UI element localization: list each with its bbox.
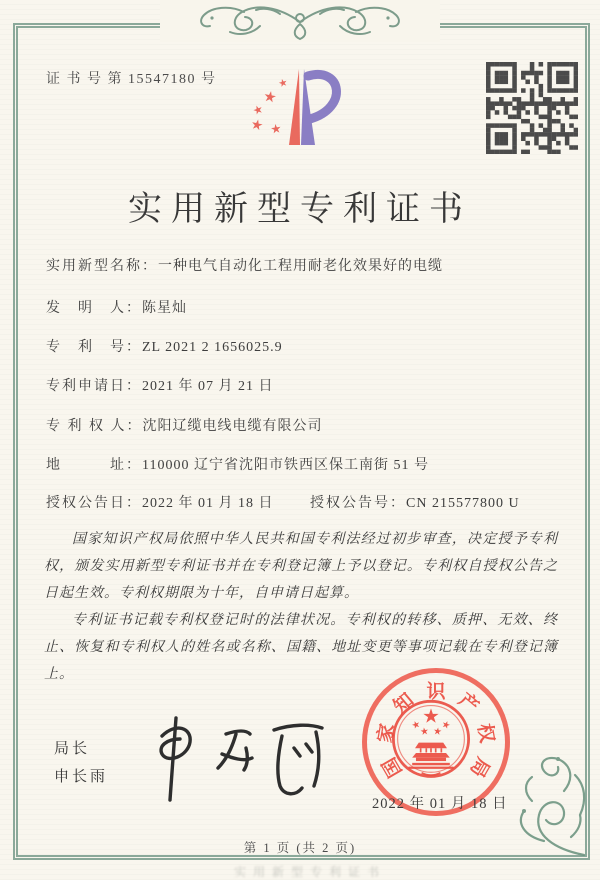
field-patentee bbox=[46, 415, 323, 435]
field-label: 专利申请日： bbox=[46, 379, 142, 394]
seal-char: 识 bbox=[426, 681, 446, 703]
field-patent-number bbox=[46, 336, 283, 356]
field-filing-date bbox=[46, 375, 274, 395]
field-value: 陈星灿 bbox=[142, 301, 187, 316]
dragon-scroll-left bbox=[201, 7, 300, 34]
field-value: 沈阳辽缆电线电缆有限公司 bbox=[142, 419, 323, 434]
field-label: 地 址： bbox=[46, 458, 142, 473]
field-label: 实用新型名称： bbox=[46, 259, 158, 274]
logo-stars bbox=[251, 78, 288, 134]
logo-p-bowl bbox=[308, 74, 336, 119]
page-footer: 第 1 页 (共 2 页) bbox=[243, 841, 357, 855]
dragon-scroll-right bbox=[300, 7, 399, 34]
body-paragraph-2: 专利证书记载专利权登记时的法律状况。专利权的转移、质押、无效、终止、恢复和专利权人的姓名或名称、国籍、地址变更等事项记载在专利登记簿上。 bbox=[44, 613, 558, 682]
field-value: 2021 年 07 月 21 日 bbox=[142, 379, 274, 394]
national-emblem-icon bbox=[384, 690, 478, 784]
field-value: ZL 2021 2 1656025.9 bbox=[142, 340, 283, 355]
field-grant-date bbox=[46, 492, 520, 512]
seal-char: 产 bbox=[454, 689, 483, 718]
seal-char: 家 bbox=[374, 722, 399, 745]
field-label: 专 利 号： bbox=[46, 340, 142, 355]
signer-role: 局长 bbox=[54, 740, 91, 757]
seal-char: 国 bbox=[378, 753, 407, 781]
field-label: 专 利 权 人： bbox=[46, 419, 143, 434]
field-grant-number bbox=[310, 492, 520, 512]
seal-char: 知 bbox=[389, 689, 418, 718]
logo-red-stripe bbox=[289, 69, 300, 145]
field-address bbox=[46, 454, 429, 474]
seal-char: 局 bbox=[465, 753, 494, 781]
field-value: CN 215577800 U bbox=[406, 496, 520, 511]
field-value: 一种电气自动化工程用耐老化效果好的电缆 bbox=[158, 259, 443, 274]
seal-char: 权 bbox=[473, 722, 498, 745]
certificate-number: 证 书 号 第 15547180 号 bbox=[46, 72, 217, 87]
legal-text-block bbox=[44, 526, 558, 688]
field-value: 110000 辽宁省沈阳市铁西区保工南街 51 号 bbox=[142, 458, 429, 473]
grant-date-under-seal: 2022 年 01 月 18 日 bbox=[372, 796, 508, 812]
qr-code-icon bbox=[486, 62, 578, 154]
page-title: 实用新型专利证书 bbox=[128, 191, 472, 228]
dragon-ornament bbox=[160, 0, 440, 42]
pearl-center bbox=[295, 14, 306, 39]
cnipa-logo-icon bbox=[244, 56, 359, 158]
body-paragraph-1: 国家知识产权局依照中华人民共和国专利法经过初步审查，决定授予专利权，颁发实用新型专利证书并在专利登记簿上予以登记。专利权自授权公告之日起生效。专利权期限为十年，自申请日起算。 bbox=[44, 532, 558, 601]
signer-name: 申长雨 bbox=[54, 768, 109, 785]
bleed-through-text: 实用新型专利证书 bbox=[233, 865, 386, 879]
field-value: 2022 年 01 月 18 日 bbox=[142, 496, 274, 511]
field-utility-model-name bbox=[46, 255, 443, 275]
handwritten-signature bbox=[148, 708, 338, 808]
field-label: 授权公告号： bbox=[310, 496, 406, 511]
field-inventor bbox=[46, 297, 187, 317]
field-label: 发 明 人： bbox=[46, 301, 142, 316]
field-label: 授权公告日： bbox=[46, 496, 142, 511]
